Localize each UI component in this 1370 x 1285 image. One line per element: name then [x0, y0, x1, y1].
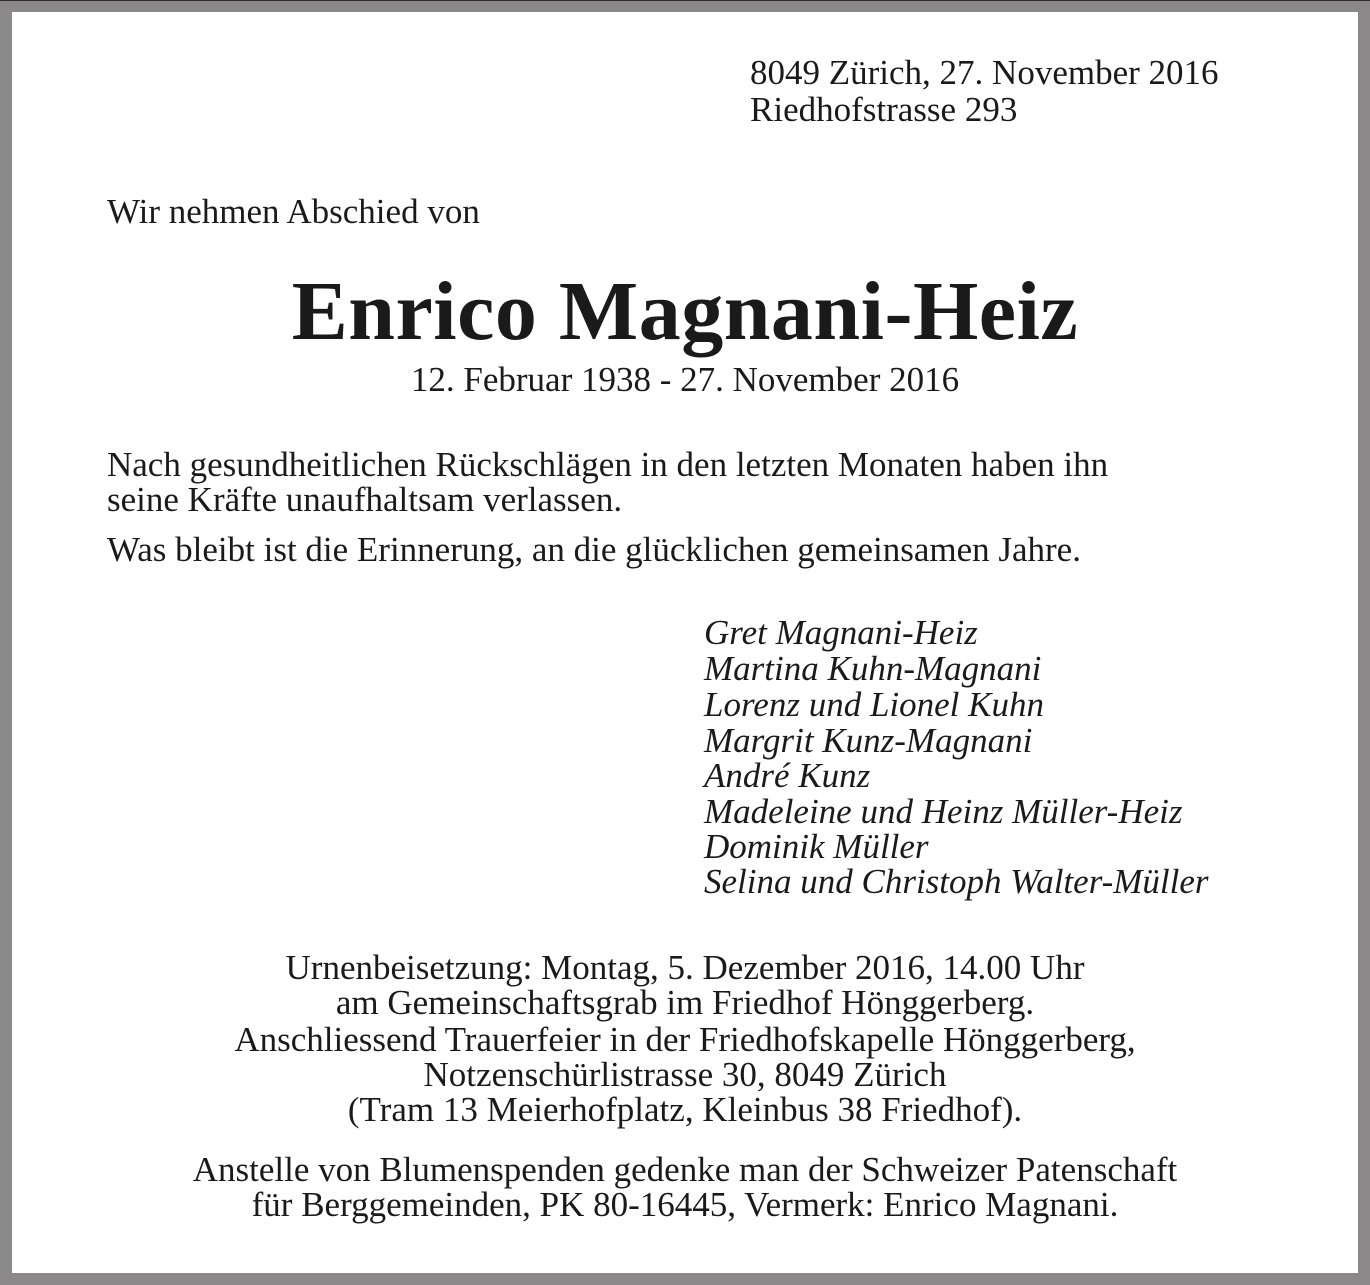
funeral-line: am Gemeinschaftsgrab im Friedhof Hönggerberg. [335, 983, 1035, 1022]
mourner-name: Madeleine und Heinz Müller-Heiz [704, 792, 1183, 831]
mourner-name: Lorenz und Lionel Kuhn [704, 685, 1044, 724]
mourner-name: Martina Kuhn-Magnani [704, 649, 1042, 688]
message-line-2: seine Kräfte unaufhaltsam verlassen. [107, 480, 623, 519]
deceased-name: Enrico Magnani-Heiz [291, 265, 1079, 358]
header-address: Riedhofstrasse 293 [750, 90, 1018, 129]
mourner-name: Dominik Müller [704, 827, 929, 866]
mourner-name: Gret Magnani-Heiz [704, 613, 978, 652]
donation-line: für Berggemeinden, PK 80-16445, Vermerk: Enrico Magnani. [251, 1185, 1119, 1224]
mourner-name: Margrit Kunz-Magnani [704, 721, 1033, 760]
message-line-1: Nach gesundheitlichen Rückschlägen in den letzten Monaten haben ihn [107, 445, 1109, 484]
intro-text: Wir nehmen Abschied von [107, 192, 480, 231]
funeral-line: Notzenschürlistrasse 30, 8049 Zürich [423, 1055, 947, 1094]
donation-line: Anstelle von Blumenspenden gedenke man der Schweizer Patenschaft [192, 1150, 1178, 1189]
message-line-3: Was bleibt ist die Erinnerung, an die glücklichen gemeinsamen Jahre. [107, 530, 1081, 569]
top-edge-line [0, 0, 1370, 1]
funeral-line: Urnenbeisetzung: Montag, 5. Dezember 2016, 14.00 Uhr [285, 948, 1085, 987]
funeral-line: Anschliessend Trauerfeier in der Friedhofskapelle Hönggerberg, [234, 1020, 1136, 1059]
mourner-name: Selina und Christoph Walter-Müller [704, 862, 1209, 901]
header-place-date: 8049 Zürich, 27. November 2016 [750, 53, 1219, 92]
mourner-name: André Kunz [704, 756, 871, 795]
life-dates: 12. Februar 1938 - 27. November 2016 [410, 360, 960, 399]
funeral-line: (Tram 13 Meierhofplatz, Kleinbus 38 Friedhof). [347, 1090, 1023, 1129]
